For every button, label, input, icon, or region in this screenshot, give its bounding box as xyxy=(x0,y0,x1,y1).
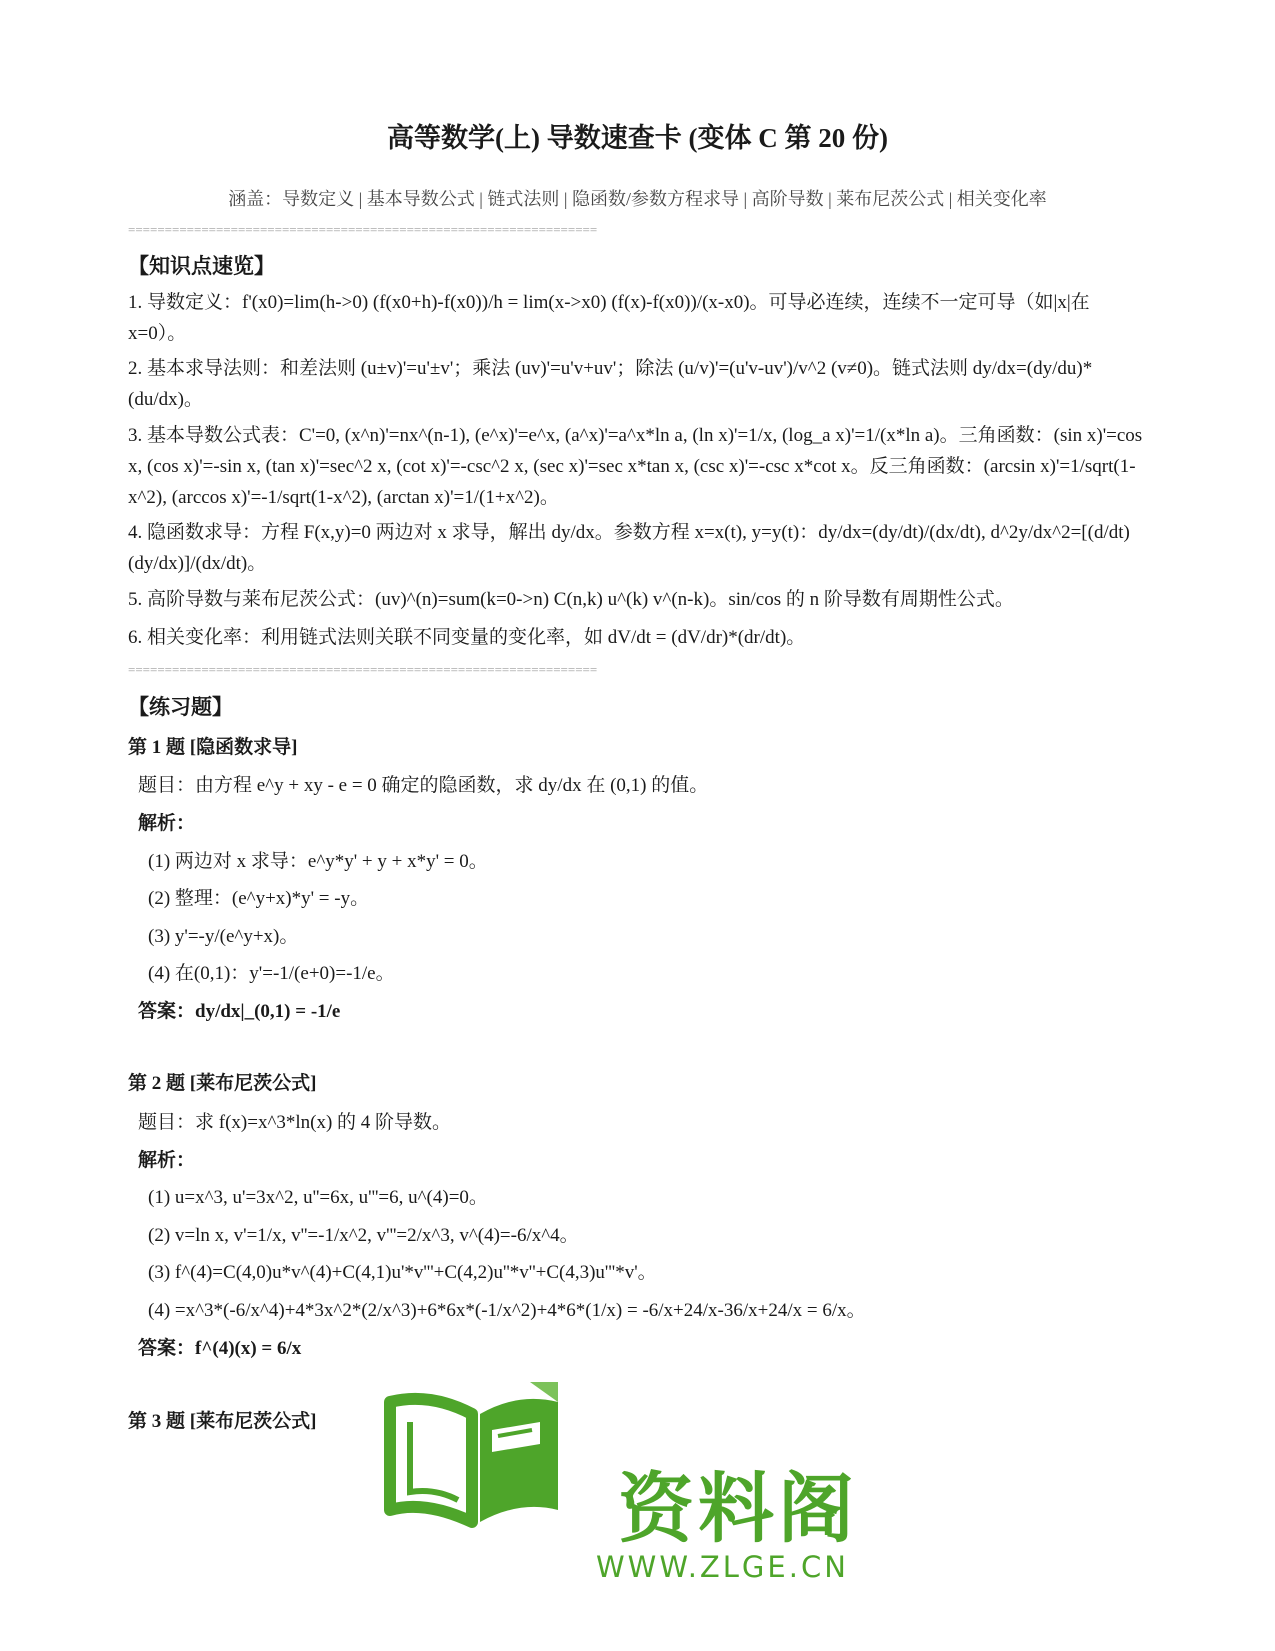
knowledge-item: 3. 基本导数公式表：C'=0, (x^n)'=nx^(n-1), (e^x)'=e^x, (a^x)'=a^x*ln a, (ln x)'=1/x, (log_a x)'=1/(x*ln a)。三角函数：(sin x)'=cos x, (cos x)'=-sin x, (tan x)'=sec^2 x, (cot x)'=-csc^2 x, (sec x)'=sec x*tan x, (csc x)'=-csc x*cot x。反三角函数：(arcsin x)'=1/sqrt(1-x^2), (arccos x)'=-1/sqrt(1-x^2), (arctan x)'=1/(1+x^2)。 xyxy=(128,425,1143,508)
solution-step: (3) y'=-y/(e^y+x)。 xyxy=(148,926,299,947)
knowledge-item: 2. 基本求导法则：和差法则 (u±v)'=u'±v'；乘法 (uv)'=u'v+uv'；除法 (u/v)'=(u'v-uv')/v^2 (v≠0)。链式法则 dy/dx=(dy/du)*(du/dx)。 xyxy=(128,358,1093,410)
answer-text: 答案：dy/dx|_(0,1) = -1/e xyxy=(138,1001,341,1022)
watermark-logo xyxy=(400,1448,880,1633)
solution-step: (1) u=x^3, u'=3x^2, u''=6x, u'''=6, u^(4)=0。 xyxy=(148,1187,488,1208)
question-text: 题目：由方程 e^y + xy - e = 0 确定的隐函数，求 dy/dx 在 (0,1) 的值。 xyxy=(138,775,709,796)
solution-step: (1) 两边对 x 求导：e^y*y' + y + x*y' = 0。 xyxy=(148,851,488,872)
knowledge-item: 4. 隐函数求导：方程 F(x,y)=0 两边对 x 求导，解出 dy/dx。参数方程 x=x(t), y=y(t)：dy/dx=(dy/dt)/(dx/dt), d^2y/dx^2=[(d/dt)(dy/dx)]/(dx/dt)。 xyxy=(128,522,1130,574)
solution-step: (4) =x^3*(-6/x^4)+4*3x^2*(2/x^3)+6*6x*(-1/x^2)+4*6*(1/x) = -6/x+24/x-36/x+24/x = 6/x。 xyxy=(148,1300,866,1321)
question-text: 题目：求 f(x)=x^3*ln(x) 的 4 阶导数。 xyxy=(138,1112,452,1133)
divider: ================================================================ xyxy=(128,222,598,237)
page-subtitle: 涵盖：导数定义 | 基本导数公式 | 链式法则 | 隐函数/参数方程求导 | 高阶导数 | 莱布尼茨公式 | 相关变化率 xyxy=(228,189,1047,209)
knowledge-item: 1. 导数定义：f'(x0)=lim(h->0) (f(x0+h)-f(x0))/h = lim(x->x0) (f(x)-f(x0))/(x-x0)。可导必连续，连续不一定可导（如|x|在 x=0）。 xyxy=(128,292,1090,344)
watermark-text: 资料阁 xyxy=(618,1464,858,1553)
analysis-label: 解析： xyxy=(138,813,196,834)
book-icon xyxy=(380,1382,580,1542)
divider: ================================================================ xyxy=(128,662,598,677)
question-heading: 第 2 题 [莱布尼茨公式] xyxy=(128,1073,317,1094)
watermark-url: WWW.ZLGE.CN xyxy=(596,1550,849,1584)
knowledge-item: 5. 高阶导数与莱布尼茨公式：(uv)^(n)=sum(k=0->n) C(n,k) u^(k) v^(n-k)。sin/cos 的 n 阶导数有周期性公式。 xyxy=(128,589,1014,610)
answer-text: 答案：f^(4)(x) = 6/x xyxy=(138,1338,302,1359)
analysis-label: 解析： xyxy=(138,1150,196,1171)
knowledge-item: 6. 相关变化率：利用链式法则关联不同变量的变化率，如 dV/dt = (dV/dr)*(dr/dt)。 xyxy=(128,627,806,648)
question-heading: 第 1 题 [隐函数求导] xyxy=(128,737,298,758)
question-heading: 第 3 题 [莱布尼茨公式] xyxy=(128,1411,317,1432)
solution-step: (2) 整理：(e^y+x)*y' = -y。 xyxy=(148,888,370,909)
practice-heading: 【练习题】 xyxy=(128,695,233,719)
solution-step: (2) v=ln x, v'=1/x, v''=-1/x^2, v'''=2/x^3, v^(4)=-6/x^4。 xyxy=(148,1225,579,1246)
knowledge-heading: 【知识点速览】 xyxy=(128,254,275,278)
page-title: 高等数学(上) 导数速查卡 (变体 C 第 20 份) xyxy=(387,123,888,153)
solution-step: (3) f^(4)=C(4,0)u*v^(4)+C(4,1)u'*v'''+C(4,2)u''*v''+C(4,3)u'''*v'。 xyxy=(148,1262,657,1283)
solution-step: (4) 在(0,1)：y'=-1/(e+0)=-1/e。 xyxy=(148,963,395,984)
